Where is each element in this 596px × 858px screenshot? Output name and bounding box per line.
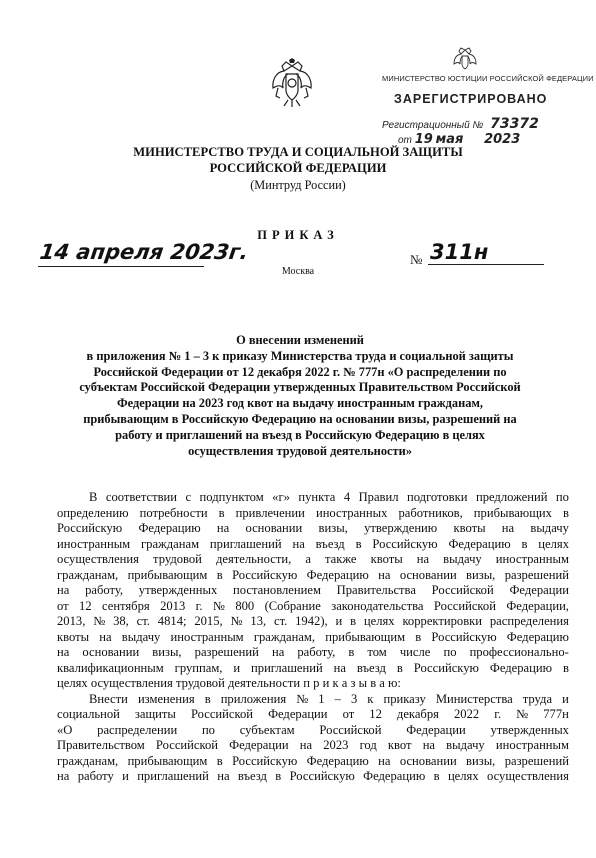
body-line: на работу, утвержденных постановлением Правительства Российской Федерации xyxy=(57,583,569,597)
stamp-date-prefix: от xyxy=(398,135,412,146)
subject-line: Федерации на 2023 год квот на выдачу иностранным гражданам, xyxy=(116,396,483,411)
order-number-handwritten: 311н xyxy=(430,240,489,264)
subject-line: осуществления трудовой деятельности» xyxy=(188,443,412,458)
body-line: на основании визы, разрешений на работу, в том числе по профессионально- xyxy=(57,645,569,659)
coat-of-arms-icon xyxy=(270,58,314,110)
body-line: целях осуществления трудовой деятельности п р и к а з ы в а ю: xyxy=(57,676,401,690)
body-line: Российскую Федерацию на основании визы, утверждению квоты на выдачу xyxy=(57,521,569,535)
body-line: «О распределении по субъектам Российской Федерации утвержденных xyxy=(57,722,569,737)
stamp-date-day: 19 xyxy=(414,132,433,147)
body-line: иностранным гражданам приглашений на въезд в Российскую Федерацию в целях xyxy=(57,536,569,551)
order-date-handwritten: 14 апреля 2023г. xyxy=(38,240,250,264)
stamp-registered-label: ЗАРЕГИСТРИРОВАНО xyxy=(394,92,548,106)
body-line: В соответствии с подпунктом «г» пункта 4 Правил подготовки предложений по xyxy=(89,490,569,504)
stamp-date-month: мая xyxy=(435,132,464,147)
body-line: гражданам, прибывающим в Российскую Федерацию на основании визы, разрешений xyxy=(57,753,569,768)
subject-line: в приложения № 1 – 3 к приказу Министерства труда и социальной защиты xyxy=(86,348,514,363)
body-line: осуществления трудовой деятельности, а также квоты на выдачу иностранным xyxy=(57,552,569,566)
order-title: ПРИКАЗ xyxy=(257,228,339,242)
body-line: квалификационным группам, и приглашений на въезд в Российскую Федерацию в xyxy=(57,660,569,675)
stamp-ministry-name: МИНИСТЕРСТВО ЮСТИЦИИ РОССИЙСКОЙ ФЕДЕРАЦИИ xyxy=(382,74,594,83)
order-city: Москва xyxy=(281,266,315,277)
body-line: определению потребности в привлечении иностранных работников, прибывающих в xyxy=(57,505,569,520)
stamp-registration-number-line xyxy=(382,116,539,132)
subject-line: Российской Федерации от 12 декабря 2022 г. № 777н «О распределении по xyxy=(93,364,507,379)
order-subject xyxy=(50,333,550,459)
body-line: на работу и приглашений на въезд в Российскую Федерацию в целях осуществления xyxy=(57,769,569,783)
stamp-reg-label: Регистрационный № xyxy=(382,120,484,131)
order-body xyxy=(57,490,569,785)
subject-line: прибывающим в Российскую Федерацию на основании визы, разрешений на xyxy=(83,411,517,426)
body-line: 2013, № 38, ст. 4814; 2015, № 13, ст. 1942), и в целях корректировки распределения xyxy=(57,614,569,628)
body-line: квоты на выдачу иностранным гражданам, прибывающим в Российскую Федерацию xyxy=(57,629,569,644)
subject-line: работу и приглашений на въезд в Российскую Федерацию в целях xyxy=(115,427,485,442)
body-line: от 12 сентября 2013 г. № 800 (Собрание законодательства Российской Федерации, xyxy=(57,598,569,613)
subject-line: субъектам Российской Федерации утвержденных Правительством Российской xyxy=(79,380,521,395)
stamp-date-year: 2023 xyxy=(484,132,521,147)
ministry-short-name: (Минтруд России) xyxy=(250,178,346,192)
stamp-emblem-icon xyxy=(452,46,478,70)
body-line: социальной защиты Российской Федерации от 12 декабря 2022 г. № 777н xyxy=(57,707,569,721)
subject-line: О внесении изменений xyxy=(236,333,364,347)
ministry-title-line-2: РОССИЙСКОЙ ФЕДЕРАЦИИ xyxy=(209,161,387,175)
registration-stamp xyxy=(368,46,594,147)
order-number-label: № xyxy=(410,252,423,267)
ministry-title-line-1: МИНИСТЕРСТВО ТРУДА И СОЦИАЛЬНОЙ ЗАЩИТЫ xyxy=(133,145,463,159)
stamp-reg-number: 73372 xyxy=(490,116,539,132)
body-line: гражданам, прибывающим в Российскую Федерацию на основании визы, разрешений xyxy=(57,567,569,582)
body-line: Правительством Российской Федерации на 2023 год квот на выдачу иностранным xyxy=(57,738,569,752)
order-number-underline xyxy=(428,264,544,265)
body-line: Внести изменения в приложения № 1 – 3 к приказу Министерства труда и xyxy=(89,691,569,706)
